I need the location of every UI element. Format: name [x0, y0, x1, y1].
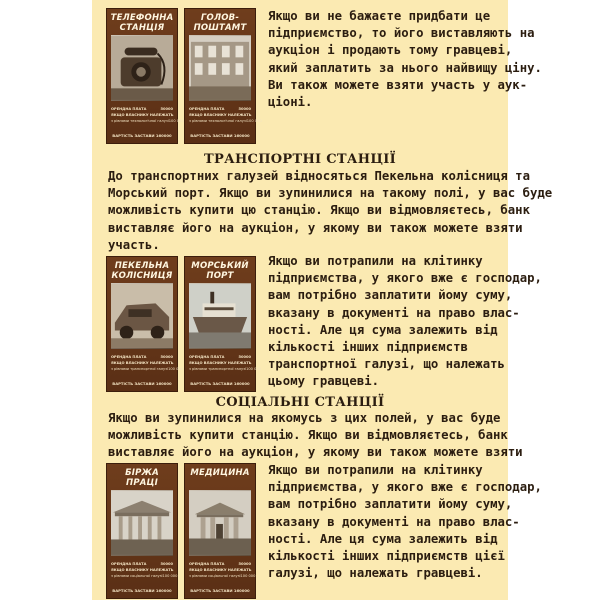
property-card-medicine: МЕДИЦИНА ОРЕНДНА ПЛАТА 50000 ЯКЩО ВЛАСНИКУ НАЛЕЖАТЬ з рівнями соціальної галузі 100 000 ВАРТІСТЬ ЗАСТАВИ 160000 [184, 463, 256, 599]
card-title: МЕДИЦИНА [190, 468, 250, 478]
property-card-labor-exchange: БІРЖА ПРАЦІ ОРЕНДНА ПЛАТА 50000 ЯКЩО ВЛАСНИКУ НАЛЕЖАТЬ з рівнями соціальної галузі 100 000 ВАРТІСТЬ ЗАСТАВИ 160000 [106, 463, 178, 599]
paragraph-transport-intro: До транспортних галузей відносяться Пекельна колісниця та Морський порт. Якщо ви зупинилися на такому полі, у вас буде можливість купити цю станцію. Якщо ви відмовляєтесь, банк виставляє його на аукціон, у якому ви також можете взяти участь. [108, 169, 553, 252]
telephone-photo [111, 35, 173, 101]
property-card-telephone-station: ТЕЛЕФОННА СТАНЦІЯ ОРЕНДНА ПЛАТА 50000 ЯКЩО ВЛАСНИКУ НАЛЕЖАТЬ з рівнями технологічної галузі 100 000 ВАРТІСТЬ ЗАСТАВИ 160000 [106, 8, 178, 144]
heading-transport-stations: ТРАНСПОРТНІ СТАНЦІЇ [204, 152, 396, 167]
deposit-label: ВАРТІСТЬ ЗАСТАВИ 160000 [112, 133, 172, 138]
document-page [92, 0, 553, 600]
card-title: ГОЛОВ- ПОШТАМТ [193, 13, 247, 33]
post-office-photo [189, 35, 251, 101]
chariot-photo [111, 283, 173, 349]
paragraph-auction: Якщо ви не бажаєте придбати це підприємство, то його виставляють на аукціон і продають тому гравцеві, який заплатить за нього найвищу ціну. Ви також можете взяти участь у аук- ціоні. [268, 9, 542, 110]
deposit-label: ВАРТІСТЬ ЗАСТАВИ 160000 [112, 381, 172, 386]
property-card-hell-chariot: ПЕКЕЛЬНА КОЛІСНИЦЯ ОРЕНДНА ПЛАТА 50000 ЯКЩО ВЛАСНИКУ НАЛЕЖАТЬ з рівнями транспортної галузі 100 000 ВАРТІСТЬ ЗАСТАВИ 160000 [106, 256, 178, 392]
property-card-main-post-office: ГОЛОВ- ПОШТАМТ ОРЕНДНА ПЛАТА 50000 ЯКЩО ВЛАСНИКУ НАЛЕЖАТЬ з рівнями технологічної галузі 100 000 ВАРТІСТЬ ЗАСТАВИ 160000 [184, 8, 256, 144]
ship-photo [189, 283, 251, 349]
paragraph-social-intro: Якщо ви зупинилися на якомусь з цих полей, у вас буде можливість купити станцію. Якщо ви відмовляєтесь, банк виставляє його на аукціон, у якому ви також можете взяти [108, 411, 523, 460]
deposit-label: ВАРТІСТЬ ЗАСТАВИ 160000 [190, 133, 250, 138]
property-card-sea-port: МОРСЬКИЙ ПОРТ ОРЕНДНА ПЛАТА 50000 ЯКЩО ВЛАСНИКУ НАЛЕЖАТЬ з рівнями транспортної галузі 100 000 ВАРТІСТЬ ЗАСТАВИ 160000 [184, 256, 256, 392]
deposit-label: ВАРТІСТЬ ЗАСТАВИ 160000 [190, 588, 250, 593]
card-title: ТЕЛЕФОННА СТАНЦІЯ [110, 13, 174, 33]
heading-social-stations: СОЦІАЛЬНІ СТАНЦІЇ [215, 395, 385, 410]
card-title: МОРСЬКИЙ ПОРТ [191, 261, 249, 281]
deposit-label: ВАРТІСТЬ ЗАСТАВИ 160000 [112, 588, 172, 593]
card-title: БІРЖА ПРАЦІ [125, 468, 159, 488]
card-title: ПЕКЕЛЬНА КОЛІСНИЦЯ [111, 261, 173, 281]
deposit-label: ВАРТІСТЬ ЗАСТАВИ 160000 [190, 381, 250, 386]
hospital-photo [189, 490, 251, 556]
paragraph-social-rent: Якщо ви потрапили на клітинку підприємства, у якого вже є господар, вам потрібно заплатити йому суму, вказану в документі на право влас- ності. Але ця сума залежить від кількості інших підприємств цієї галузі, що належать гравцеві. [268, 463, 542, 581]
paragraph-transport-rent: Якщо ви потрапили на клітинку підприємства, у якого вже є господар, вам потрібно заплатити йому суму, вказану в документі на право влас- ності. Але ця сума залежить від кількості інших підприємств транспортної галузі, що належать цьому гравцеві. [268, 254, 542, 389]
labor-exchange-photo [111, 490, 173, 556]
